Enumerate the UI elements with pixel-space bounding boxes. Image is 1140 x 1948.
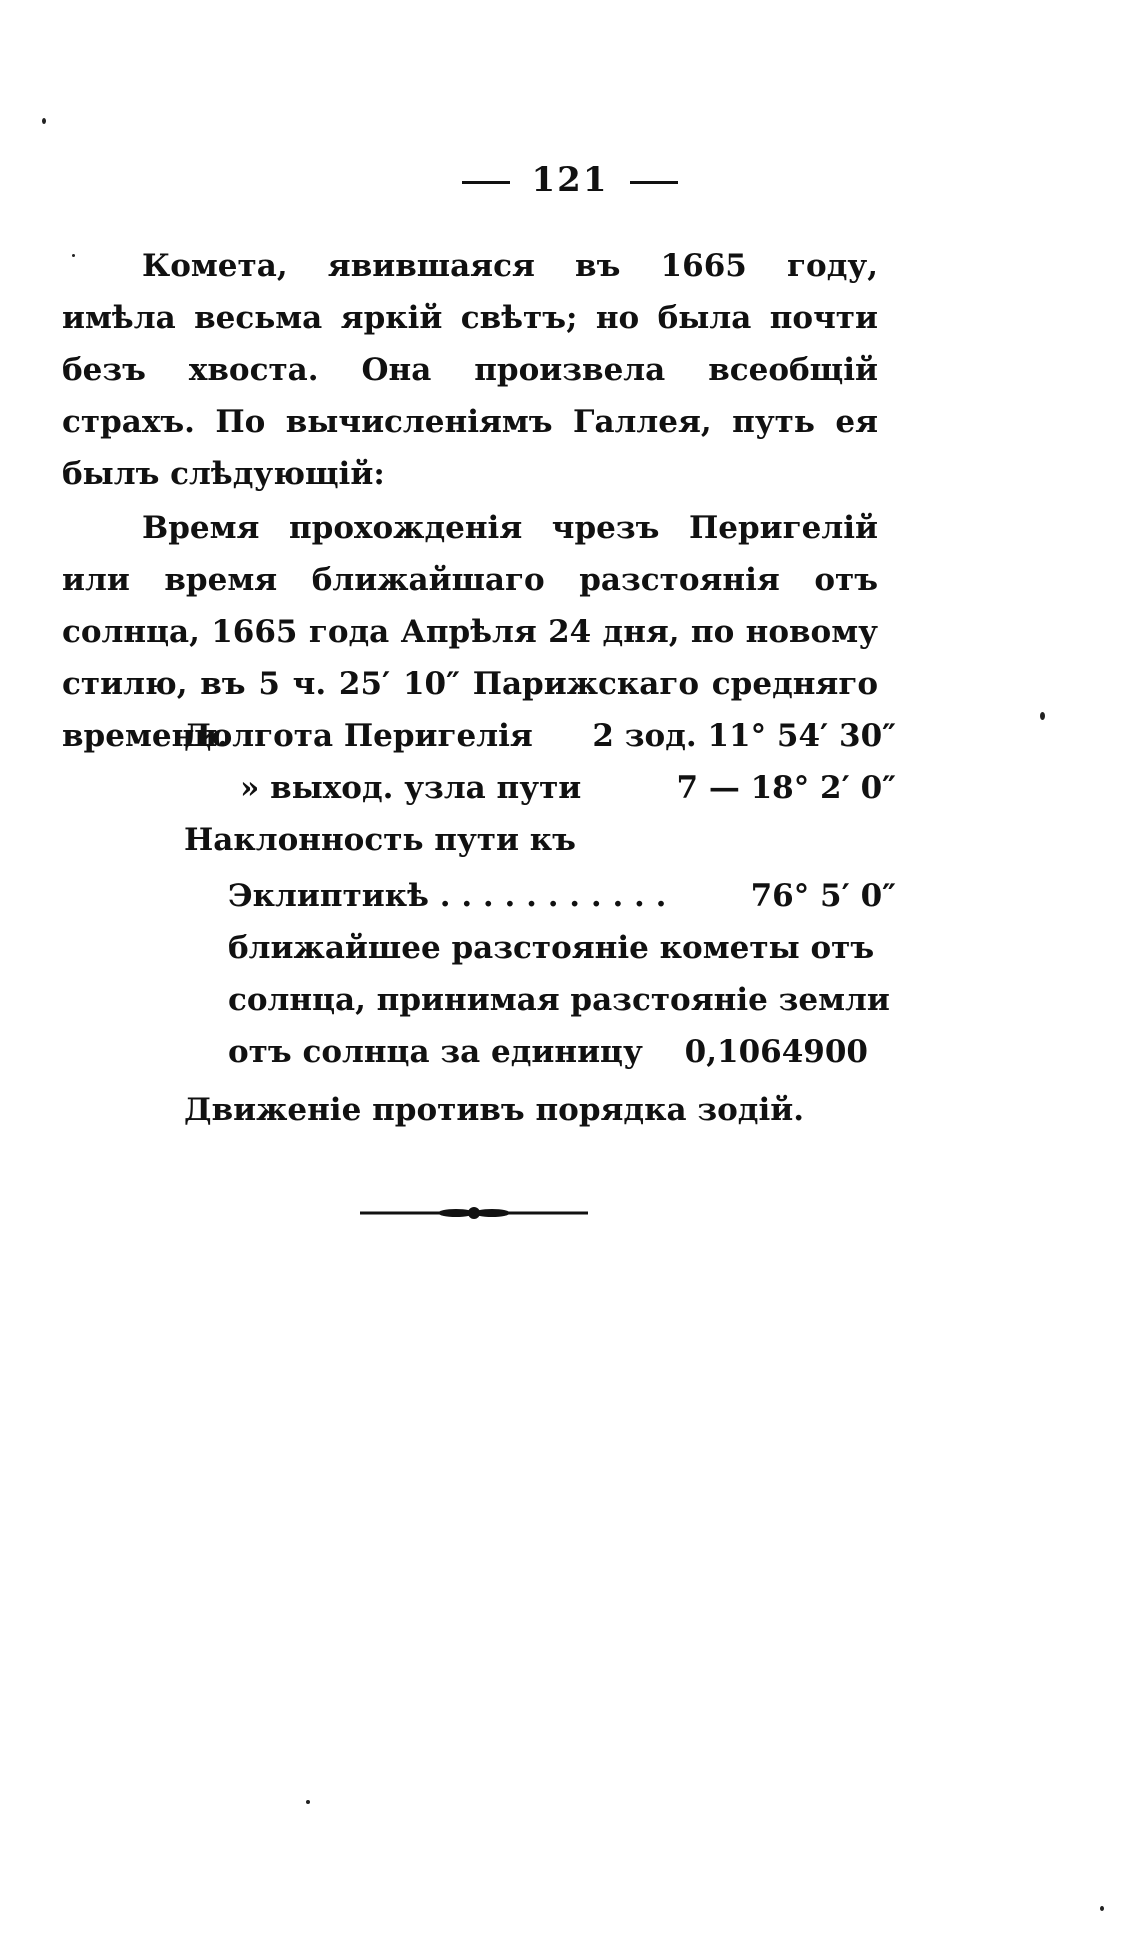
element-row-inclination <box>228 870 896 922</box>
scan-speck <box>72 254 75 257</box>
element-value: 76° 5′ 0″ <box>750 878 896 914</box>
element-value: 0,1064900 <box>684 1034 868 1070</box>
element-row-inclination-label: Наклонность пути къ <box>184 822 576 858</box>
ornament-swell-right <box>474 1209 510 1217</box>
page-number: 121 <box>531 160 609 200</box>
element-value: 2 зод. 11° 54′ 30″ <box>592 718 896 754</box>
tailpiece-ornament <box>360 1206 588 1220</box>
scan-speck <box>42 118 46 124</box>
element-row-perihelion-distance-1: ближайшее разстояніе кометы отъ <box>228 930 875 966</box>
scan-speck <box>1100 1906 1104 1911</box>
element-label: Долгота Перигелія <box>184 718 533 754</box>
element-row-perihelion-longitude <box>184 710 896 762</box>
element-row-perihelion-distance-2: солнца, принимая разстояніе земли <box>228 982 890 1018</box>
element-label: Эклиптикѣ . . . . . . . . . . . <box>228 878 667 914</box>
element-value: 7 — 18° 2′ 0″ <box>676 770 896 806</box>
element-row-motion: Движеніе противъ порядка зодій. <box>184 1092 805 1128</box>
header-dash-right <box>630 181 678 184</box>
paragraph-perihelion-time: Время прохожденія чрезъ Перигелій или время ближайшаго разстоянія отъ солнца, 1665 года Апрѣля 24 дня, по новому стилю, въ 5 ч. 25′ 10″ Парижскаго средняго времени. <box>62 510 878 754</box>
element-label: отъ солнца за единицу <box>228 1034 643 1070</box>
element-label: » выход. узла пути <box>240 770 582 806</box>
paragraph-comet-1665: Комета, явившаяся въ 1665 году, имѣла весьма яркій свѣтъ; но была почти безъ хвоста. Она произвела всеобщій страхъ. По вычисленіямъ Галлея, путь ея былъ слѣдующій: <box>62 248 878 492</box>
scan-speck <box>1040 712 1045 720</box>
page-header <box>0 160 1140 200</box>
element-row-ascending-node <box>240 762 896 814</box>
header-dash-left <box>462 181 510 184</box>
scan-speck <box>306 1800 310 1804</box>
element-row-perihelion-distance-3 <box>228 1026 868 1078</box>
